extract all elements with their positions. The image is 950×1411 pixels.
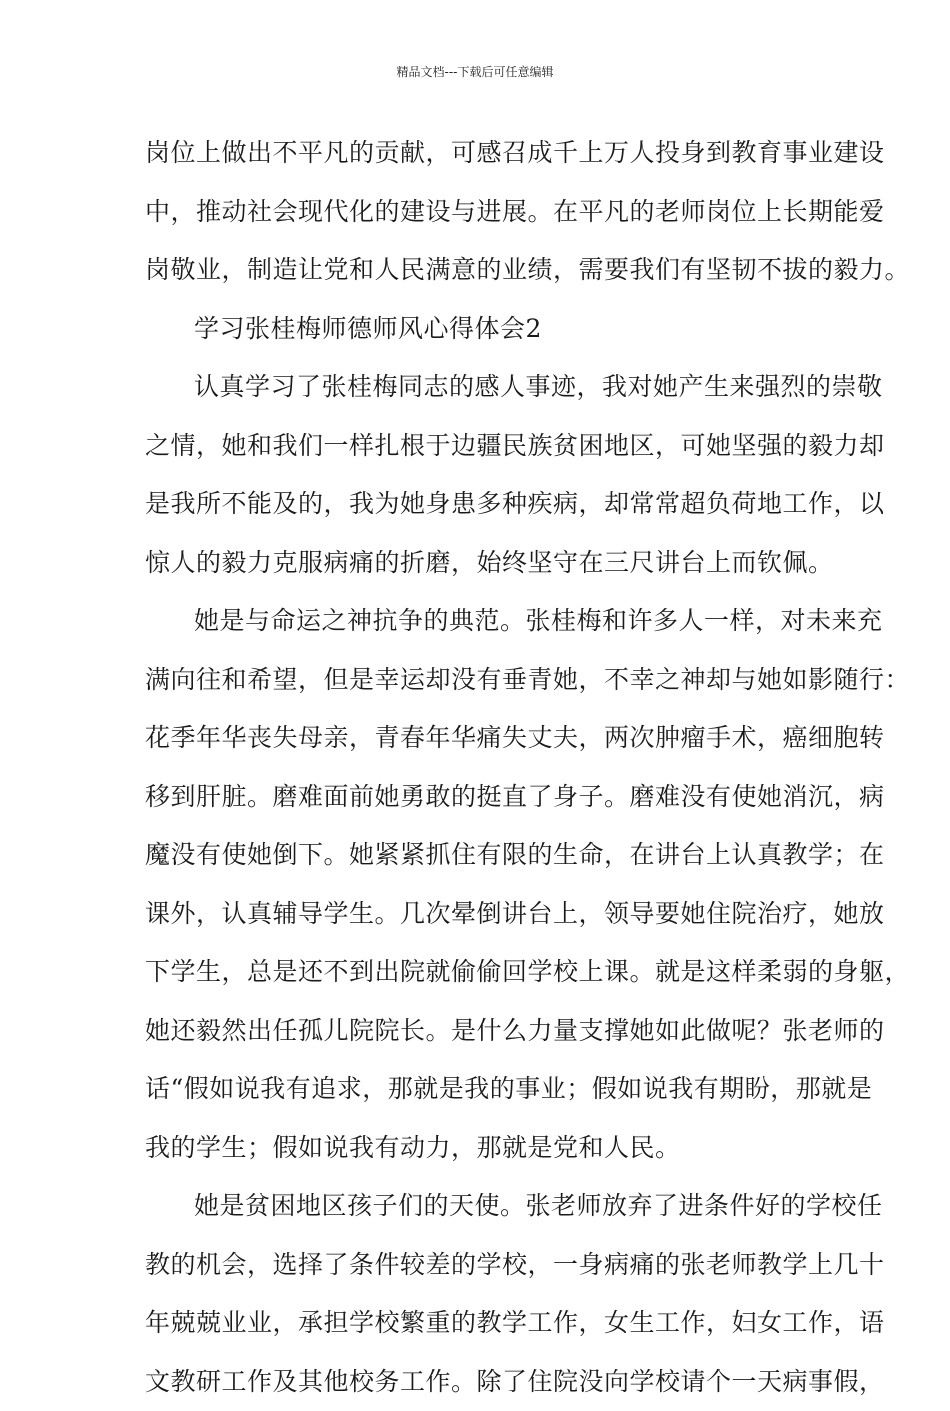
text-line: 岗位上做出不平凡的贡献，可感召成千上万人投身到教育事业建设 [145, 124, 807, 183]
text-line: 她是与命运之神抗争的典范。张桂梅和许多人一样，对未来充 [145, 592, 807, 651]
text-line: 满向往和希望，但是幸运却没有垂青她，不幸之神却与她如影随行： [145, 651, 807, 710]
text-line: 课外，认真辅导学生。几次晕倒讲台上，领导要她住院治疗，她放 [145, 885, 807, 944]
text-line: 惊人的毅力克服病痛的折磨，始终坚守在三尺讲台上而钦佩。 [145, 534, 807, 593]
text-line: 魔没有使她倒下。她紧紧抓住有限的生命，在讲台上认真教学；在 [145, 826, 807, 885]
text-block [145, 124, 807, 1411]
text-line: 是我所不能及的，我为她身患多种疾病，却常常超负荷地工作，以 [145, 475, 807, 534]
text-line: 下学生，总是还不到出院就偷偷回学校上课。就是这样柔弱的身躯， [145, 943, 807, 1002]
text-line: 之情，她和我们一样扎根于边疆民族贫困地区，可她坚强的毅力却 [145, 417, 807, 476]
text-line: 她还毅然出任孤儿院院长。是什么力量支撑她如此做呢？张老师的 [145, 1002, 807, 1061]
text-line: 移到肝脏。磨难面前她勇敢的挺直了身子。磨难没有使她消沉，病 [145, 768, 807, 827]
text-line: 她是贫困地区孩子们的天使。张老师放弃了进条件好的学校任 [145, 1177, 807, 1236]
text-line: 认真学习了张桂梅同志的感人事迹，我对她产生来强烈的崇敬 [145, 358, 807, 417]
document-body [145, 124, 807, 1411]
text-line: 花季年华丧失母亲，青春年华痛失丈夫，两次肿瘤手术，癌细胞转 [145, 709, 807, 768]
text-line: 我的学生；假如说我有动力，那就是党和人民。 [145, 1119, 807, 1178]
text-line: 教的机会，选择了条件较差的学校，一身病痛的张老师教学上几十 [145, 1236, 807, 1295]
text-line: 文教研工作及其他校务工作。除了住院没向学校请个一天病事假， [145, 1353, 807, 1411]
text-line: 岗敬业，制造让党和人民满意的业绩，需要我们有坚韧不拔的毅力。 [145, 241, 807, 300]
text-line: 话“假如说我有追求，那就是我的事业；假如说我有期盼，那就是 [145, 1060, 807, 1119]
section-title: 学习张桂梅师德师风心得体会2 [145, 300, 807, 359]
page-header: 精品文档---下载后可任意编辑 [0, 64, 950, 80]
text-line: 中，推动社会现代化的建设与进展。在平凡的老师岗位上长期能爱 [145, 183, 807, 242]
text-line: 年兢兢业业，承担学校繁重的教学工作，女生工作，妇女工作，语 [145, 1294, 807, 1353]
